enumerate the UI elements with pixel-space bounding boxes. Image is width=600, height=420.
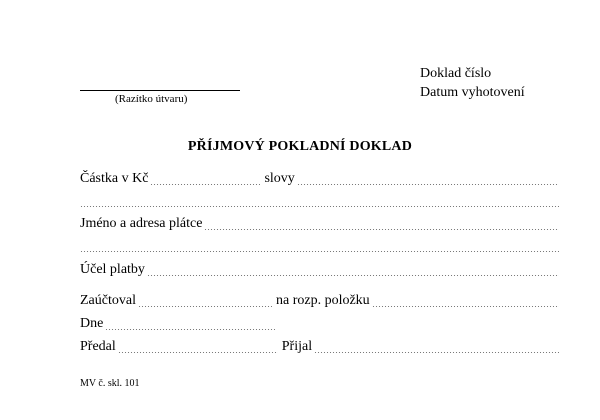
amount-words-continuation-field[interactable]	[80, 206, 559, 207]
form-code: MV č. skl. 101	[80, 378, 140, 389]
amount-row	[80, 171, 559, 189]
date-label: Dne	[80, 316, 104, 331]
amount-words-dotted-field[interactable]	[297, 184, 559, 185]
date-row	[80, 316, 559, 334]
amount-dotted-field[interactable]	[150, 184, 260, 185]
budget-item-dotted-field[interactable]	[372, 306, 559, 307]
handover-row	[80, 339, 559, 357]
amount-words-continuation-row	[80, 193, 559, 211]
payer-row	[80, 216, 559, 234]
payer-label: Jméno a adresa plátce	[80, 216, 203, 231]
purpose-row	[80, 262, 559, 280]
amount-label: Částka v Kč	[80, 171, 149, 186]
words-label: slovy	[264, 171, 295, 186]
posted-row	[80, 293, 559, 311]
received-label: Přijal	[281, 339, 313, 354]
issue-date-label: Datum vyhotovení	[420, 85, 525, 100]
payer-dotted-field[interactable]	[204, 229, 559, 230]
received-dotted-field[interactable]	[314, 352, 559, 353]
doc-number-label: Doklad číslo	[420, 66, 492, 81]
payer-continuation-row	[80, 238, 559, 256]
posted-dotted-field[interactable]	[138, 306, 272, 307]
purpose-dotted-field[interactable]	[147, 275, 559, 276]
payer-continuation-field[interactable]	[80, 251, 559, 252]
document-title: PŘÍJMOVÝ POKLADNÍ DOKLAD	[187, 139, 413, 154]
date-dotted-field[interactable]	[105, 329, 275, 330]
handed-dotted-field[interactable]	[118, 352, 278, 353]
stamp-caption: (Razítko útvaru)	[115, 93, 188, 105]
posted-label: Zaúčtoval	[80, 293, 136, 308]
stamp-signature-line	[80, 90, 240, 91]
purpose-label: Účel platby	[80, 262, 145, 277]
budget-item-label: na rozp. položku	[275, 293, 370, 308]
handed-label: Předal	[80, 339, 116, 354]
